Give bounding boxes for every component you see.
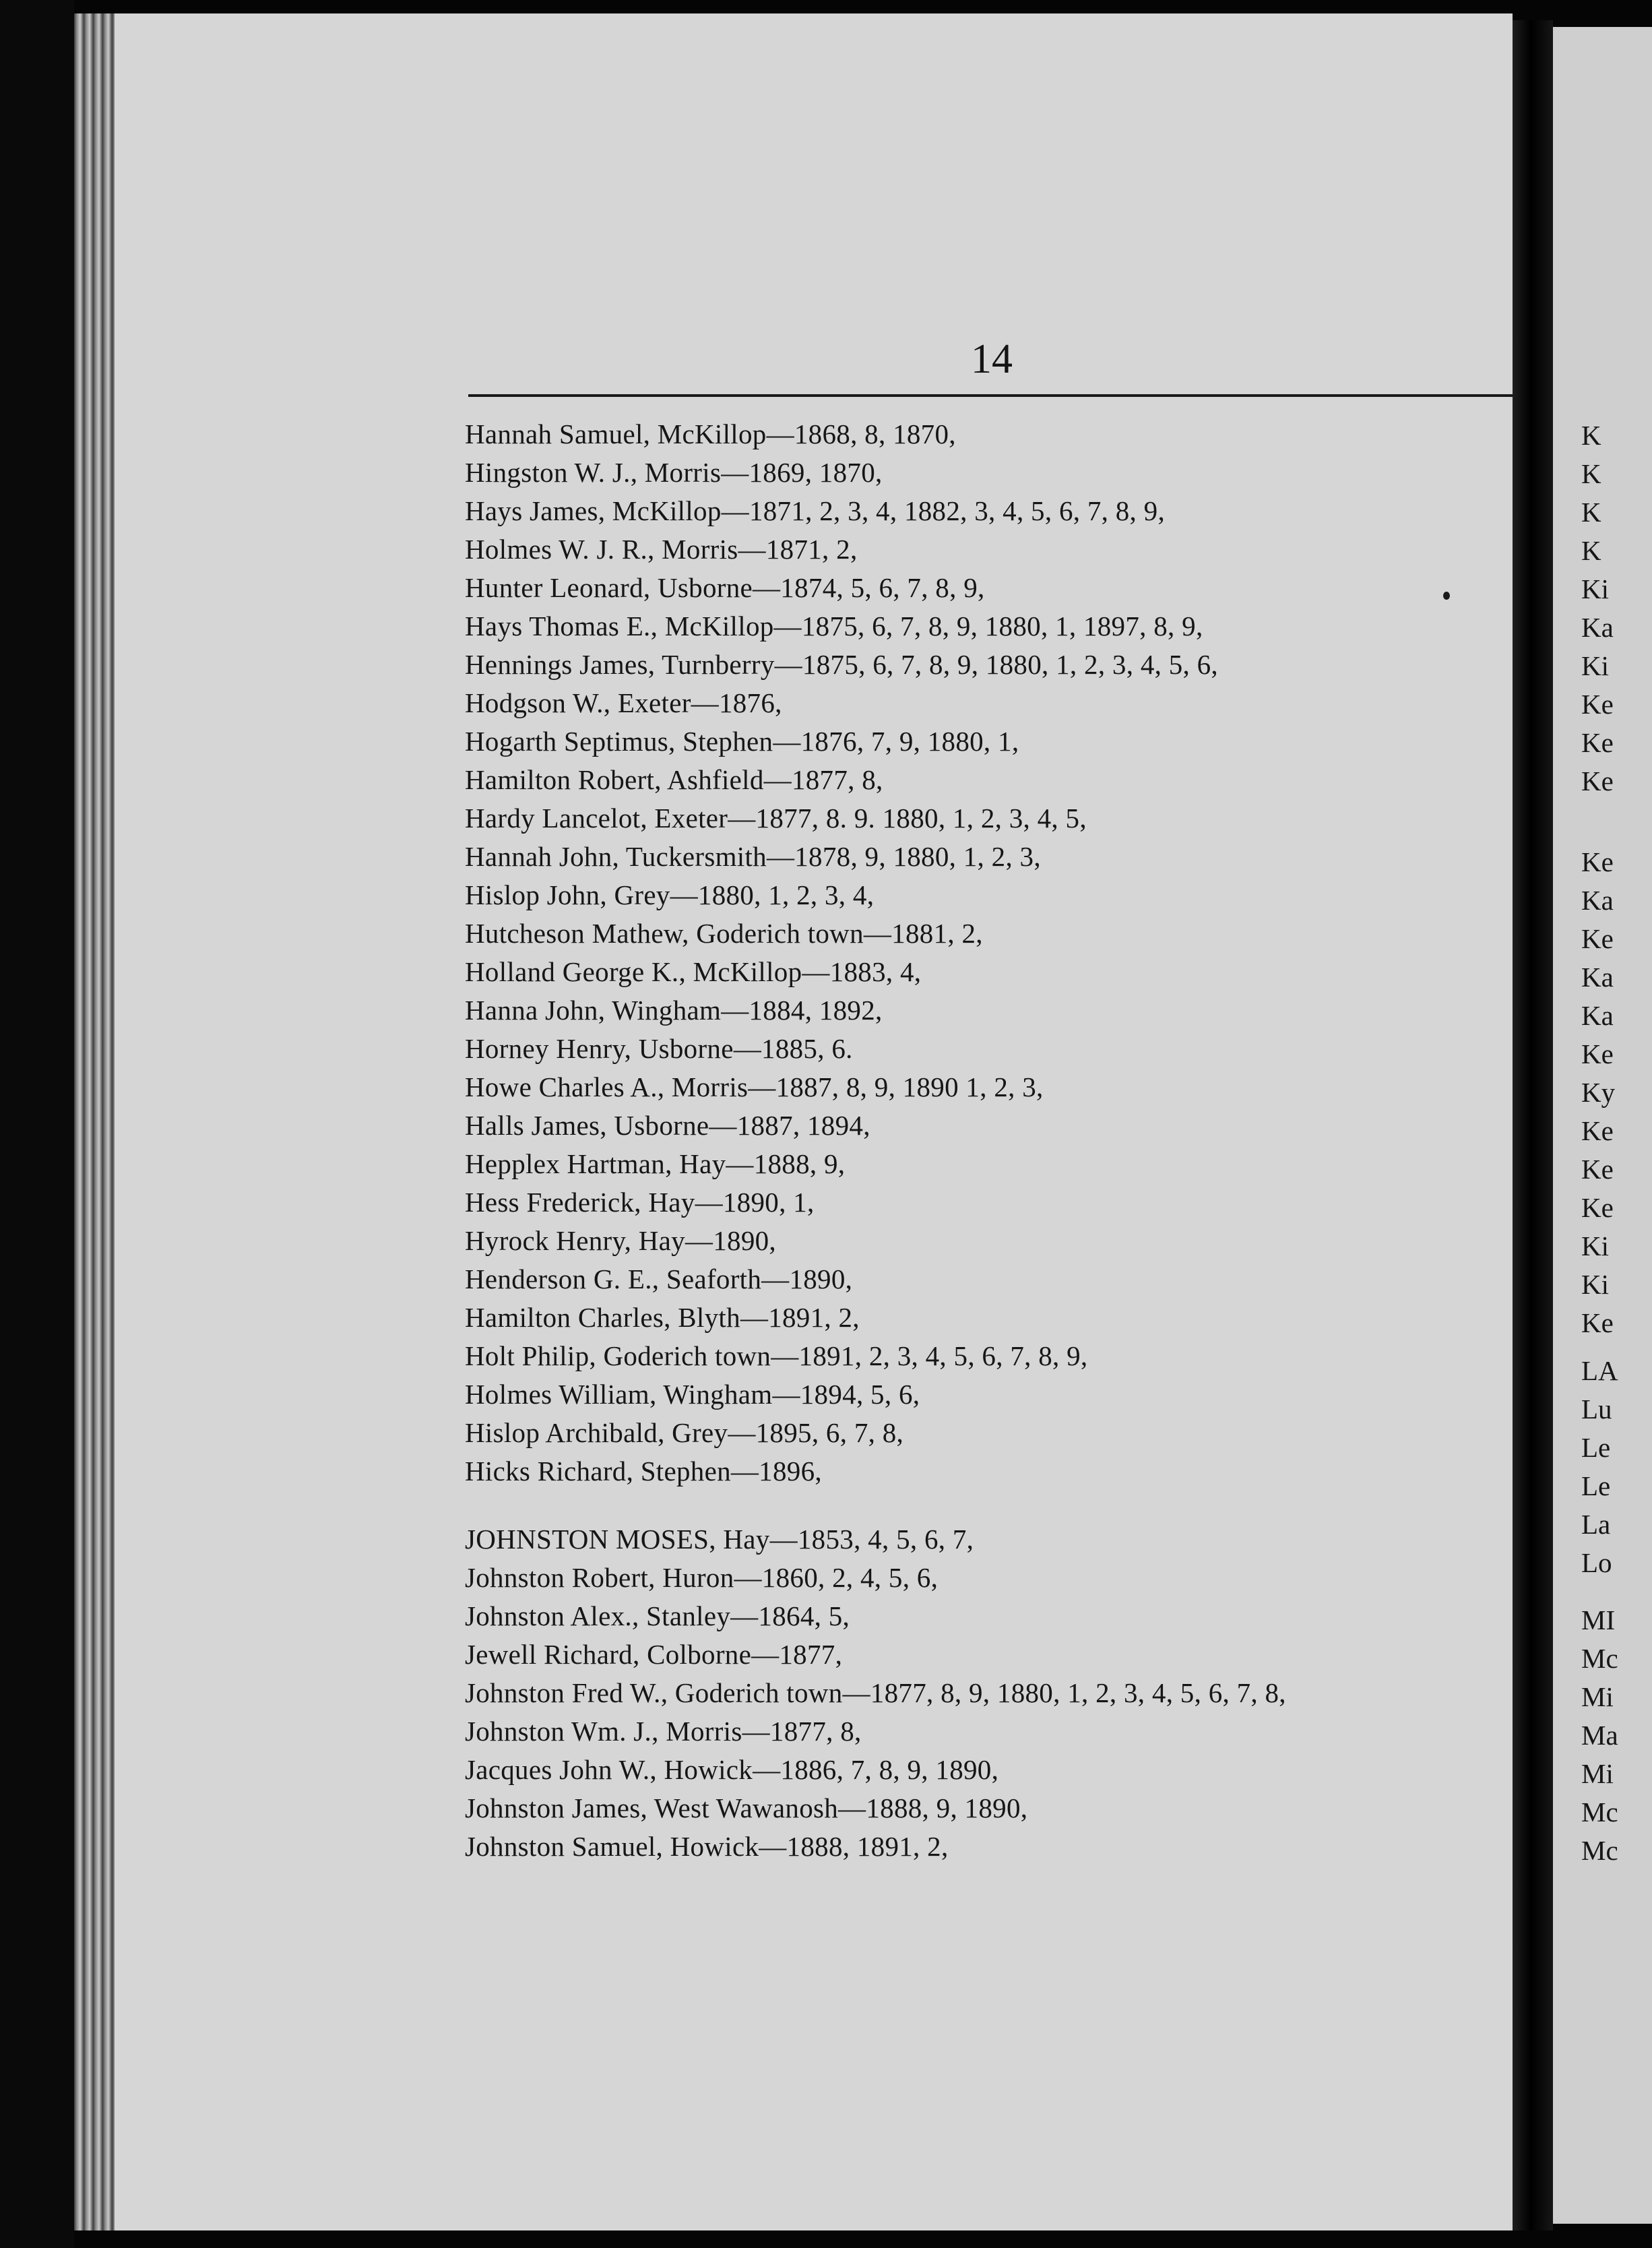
facing-page-fragment: Ka — [1581, 885, 1614, 916]
facing-page-fragment: Ke — [1581, 846, 1614, 877]
list-item: Hunter Leonard, Usborne—1874, 5, 6, 7, 8, 9, — [465, 572, 985, 603]
facing-page-fragment: K — [1581, 535, 1601, 566]
facing-page-fragment: Ki — [1581, 1269, 1609, 1300]
list-item: Hardy Lancelot, Exeter—1877, 8. 9. 1880, 1, 2, 3, 4, 5, — [465, 803, 1087, 834]
list-item: Johnston James, West Wawanosh—1888, 9, 1890, — [465, 1792, 1028, 1823]
ink-speck — [1443, 592, 1450, 600]
facing-page-fragment: Ke — [1581, 1038, 1614, 1069]
book-gutter — [1513, 20, 1553, 2230]
list-item: Hyrock Henry, Hay—1890, — [465, 1225, 776, 1256]
list-item: Henderson G. E., Seaforth—1890, — [465, 1263, 853, 1294]
list-item: Johnston Robert, Huron—1860, 2, 4, 5, 6, — [465, 1562, 939, 1593]
list-item: Hamilton Charles, Blyth—1891, 2, — [465, 1302, 860, 1333]
list-item: Horney Henry, Usborne—1885, 6. — [465, 1033, 853, 1064]
list-item: Johnston Alex., Stanley—1864, 5, — [465, 1600, 850, 1631]
facing-page-fragment: Mi — [1581, 1681, 1614, 1712]
list-item: Hodgson W., Exeter—1876, — [465, 687, 782, 718]
list-item: Hess Frederick, Hay—1890, 1, — [465, 1187, 815, 1218]
facing-page-fragment: Lu — [1581, 1394, 1612, 1425]
list-item: Holmes William, Wingham—1894, 5, 6, — [465, 1379, 920, 1410]
list-item: Hays James, McKillop—1871, 2, 3, 4, 1882, 3, 4, 5, 6, 7, 8, 9, — [465, 495, 1165, 526]
facing-page-fragment: Ka — [1581, 962, 1614, 993]
page-number: 14 — [971, 336, 1013, 382]
list-item: Hamilton Robert, Ashfield—1877, 8, — [465, 764, 883, 795]
list-item: Holmes W. J. R., Morris—1871, 2, — [465, 534, 858, 565]
list-item: Hingston W. J., Morris—1869, 1870, — [465, 457, 883, 488]
facing-page-fragment: LA — [1581, 1355, 1618, 1386]
facing-page-fragment: Ma — [1581, 1720, 1618, 1751]
facing-page-fragment: Lo — [1581, 1547, 1612, 1578]
list-item: Jacques John W., Howick—1886, 7, 8, 9, 1890, — [465, 1754, 999, 1785]
list-item: Hislop John, Grey—1880, 1, 2, 3, 4, — [465, 879, 875, 910]
list-item: Howe Charles A., Morris—1887, 8, 9, 1890 1, 2, 3, — [465, 1071, 1044, 1102]
list-item: Johnston Fred W., Goderich town—1877, 8, 9, 1880, 1, 2, 3, 4, 5, 6, 7, 8, — [465, 1677, 1286, 1708]
facing-page-fragment: K — [1581, 458, 1601, 489]
list-item: Halls James, Usborne—1887, 1894, — [465, 1110, 870, 1141]
scan-left-margin — [0, 0, 74, 2248]
header-rule — [468, 394, 1523, 397]
facing-page-fragment: La — [1581, 1509, 1611, 1540]
facing-page-fragment: Ki — [1581, 1230, 1609, 1261]
facing-page-fragment: K — [1581, 420, 1601, 451]
list-item: Hannah Samuel, McKillop—1868, 8, 1870, — [465, 418, 956, 449]
facing-page-fragment: Mc — [1581, 1643, 1618, 1674]
list-item: Johnston Wm. J., Morris—1877, 8, — [465, 1716, 862, 1747]
list-item: Hennings James, Turnberry—1875, 6, 7, 8, 9, 1880, 1, 2, 3, 4, 5, 6, — [465, 649, 1218, 680]
list-item: Hannah John, Tuckersmith—1878, 9, 1880, 1, 2, 3, — [465, 841, 1041, 872]
facing-page-fragment: Ka — [1581, 1000, 1614, 1031]
list-item: Jewell Richard, Colborne—1877, — [465, 1639, 843, 1670]
list-item: Johnston Samuel, Howick—1888, 1891, 2, — [465, 1831, 949, 1862]
list-item: Hutcheson Mathew, Goderich town—1881, 2, — [465, 918, 983, 949]
list-item: Holland George K., McKillop—1883, 4, — [465, 956, 922, 987]
list-item: Holt Philip, Goderich town—1891, 2, 3, 4, 5, 6, 7, 8, 9, — [465, 1340, 1088, 1371]
facing-page-fragment: Ke — [1581, 923, 1614, 954]
list-item: Hays Thomas E., McKillop—1875, 6, 7, 8, 9, 1880, 1, 1897, 8, 9, — [465, 611, 1203, 642]
facing-page — [1553, 27, 1652, 2224]
facing-page-fragment: Le — [1581, 1432, 1611, 1463]
facing-page-fragment: Mc — [1581, 1835, 1618, 1866]
facing-page-fragment: Ky — [1581, 1077, 1616, 1108]
book-page — [115, 13, 1513, 2230]
list-item: Hicks Richard, Stephen—1896, — [465, 1456, 822, 1487]
facing-page-fragment: Ke — [1581, 1307, 1614, 1338]
list-item: JOHNSTON MOSES, Hay—1853, 4, 5, 6, 7, — [465, 1524, 974, 1555]
facing-page-fragment: Ke — [1581, 1192, 1614, 1223]
facing-page-fragment: Ki — [1581, 573, 1609, 604]
facing-page-fragment: Ke — [1581, 689, 1614, 720]
facing-page-fragment: K — [1581, 497, 1601, 528]
facing-page-fragment: Mc — [1581, 1797, 1618, 1828]
facing-page-fragment: Ki — [1581, 650, 1609, 681]
facing-page-fragment: Ke — [1581, 1154, 1614, 1185]
list-item: Hanna John, Wingham—1884, 1892, — [465, 995, 883, 1026]
facing-page-fragment: MI — [1581, 1604, 1616, 1635]
facing-page-fragment: Mi — [1581, 1758, 1614, 1789]
list-item: Hislop Archibald, Grey—1895, 6, 7, 8, — [465, 1417, 904, 1448]
facing-page-fragment: Ke — [1581, 727, 1614, 758]
facing-page-fragment: Ka — [1581, 612, 1614, 643]
list-item: Hepplex Hartman, Hay—1888, 9, — [465, 1148, 846, 1179]
list-item: Hogarth Septimus, Stephen—1876, 7, 9, 1880, 1, — [465, 726, 1019, 757]
facing-page-fragment: Ke — [1581, 766, 1614, 797]
facing-page-fragment: Ke — [1581, 1115, 1614, 1146]
facing-page-fragment: Le — [1581, 1470, 1611, 1501]
